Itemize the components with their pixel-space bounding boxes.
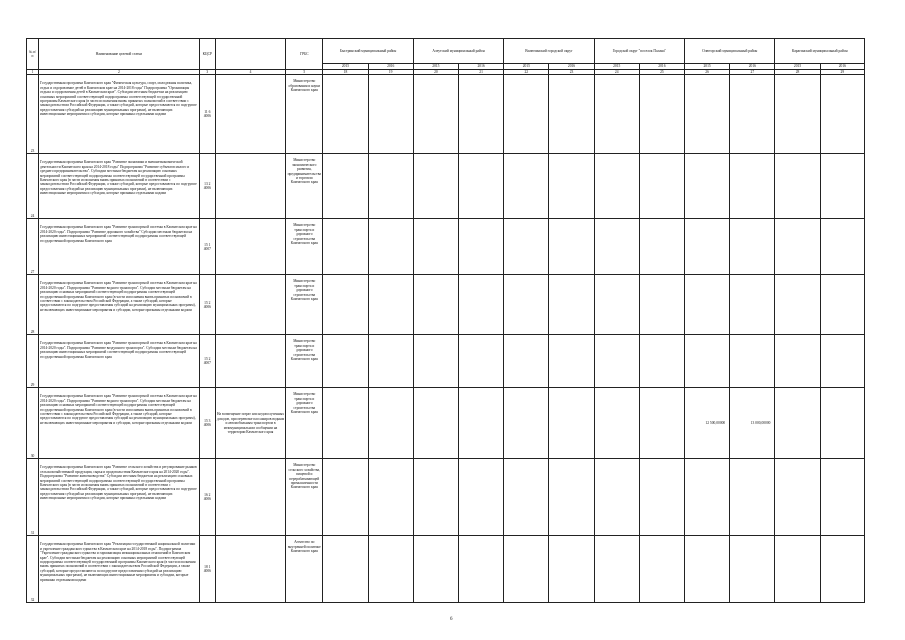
row-kcsr: 13 2 4006	[199, 154, 215, 219]
row-value	[685, 154, 730, 219]
header-kcsr: КЦСР	[199, 39, 215, 70]
row-value	[458, 459, 503, 536]
row-value	[594, 275, 639, 335]
row-value	[594, 459, 639, 536]
row-value	[820, 388, 864, 459]
header-grbs: ГРБС	[286, 39, 323, 70]
row-value	[323, 219, 368, 275]
row-value	[639, 275, 684, 335]
row-value	[775, 75, 820, 154]
row-value	[368, 275, 413, 335]
row-value	[775, 219, 820, 275]
row-note	[215, 275, 285, 335]
row-value	[730, 459, 775, 536]
row-value	[549, 459, 594, 536]
row-value	[413, 459, 458, 536]
row-value	[413, 154, 458, 219]
row-value	[368, 536, 413, 603]
header-column-number: 18	[323, 70, 368, 75]
row-value	[685, 275, 730, 335]
row-value	[639, 154, 684, 219]
header-year: 2016	[820, 64, 864, 70]
row-kcsr: 18 1 4006	[199, 536, 215, 603]
row-value	[504, 275, 549, 335]
row-note	[215, 154, 285, 219]
row-value	[685, 75, 730, 154]
header-column-number: 2	[39, 70, 200, 75]
row-number: 24	[27, 154, 39, 219]
row-value	[594, 219, 639, 275]
row-value	[458, 75, 503, 154]
row-value	[458, 219, 503, 275]
row-value	[820, 459, 864, 536]
row-value	[730, 154, 775, 219]
row-value	[685, 219, 730, 275]
row-value	[730, 275, 775, 335]
row-value	[549, 536, 594, 603]
header-column-number: 23	[549, 70, 594, 75]
row-value	[775, 275, 820, 335]
row-value	[458, 335, 503, 388]
header-column-number: 24	[594, 70, 639, 75]
row-number: 31	[27, 459, 39, 536]
table-row	[27, 388, 865, 459]
header-column-number: 26	[685, 70, 730, 75]
row-value	[413, 536, 458, 603]
row-value: 13 000,00000	[730, 388, 775, 459]
budget-table-sheet	[26, 38, 865, 603]
row-grbs: Министерство транспорта и дорожного строительства Камчатского края	[286, 388, 323, 459]
row-value	[685, 536, 730, 603]
row-value	[775, 388, 820, 459]
header-year: 2016	[730, 64, 775, 70]
header-district: Олюторский муниципальный район	[685, 39, 775, 64]
row-grbs: Министерство образования и науки Камчатского края	[286, 75, 323, 154]
header-year: 2015	[504, 64, 549, 70]
table-row	[27, 335, 865, 388]
row-value	[639, 388, 684, 459]
row-grbs: Министерство транспорта и дорожного строительства Камчатского края	[286, 275, 323, 335]
row-value	[549, 75, 594, 154]
header-year: 2015	[594, 64, 639, 70]
header-column-number: 1	[27, 70, 39, 75]
row-value	[504, 335, 549, 388]
header-column-number: 4	[215, 70, 285, 75]
row-note	[215, 219, 285, 275]
header-column-number: 25	[639, 70, 684, 75]
row-note	[215, 75, 285, 154]
header-year: 2016	[458, 64, 503, 70]
row-name: Государственная программа Камчатского края "Развитие транспортной системы в Камчатском крае на 2014-2020 годы". Подпрограмма "Развитие воздушного транспорта". Субсидии местным бюджетам на реализацию инвестиционных мероприятий соответствующей подпрограммы соответствующей государственной программы Камчатского края	[39, 335, 200, 388]
header-name: Наименование целевой статьи	[39, 39, 200, 70]
row-value	[820, 335, 864, 388]
row-value	[594, 75, 639, 154]
table-row	[27, 459, 865, 536]
header-district: Вилючинский городской округ	[504, 39, 594, 64]
header-year: 2015	[775, 64, 820, 70]
page-number: 6	[450, 617, 453, 622]
header-column-number: 21	[458, 70, 503, 75]
header-column-number: 28	[775, 70, 820, 75]
row-value	[368, 154, 413, 219]
row-value	[368, 459, 413, 536]
row-value	[594, 388, 639, 459]
row-note	[215, 459, 285, 536]
row-note	[215, 335, 285, 388]
row-value	[368, 75, 413, 154]
row-value	[504, 75, 549, 154]
row-grbs: Министерство сельского хозяйства, пищевой и перерабатывающей промышленности Камчатского края	[286, 459, 323, 536]
row-value	[594, 335, 639, 388]
row-value	[549, 335, 594, 388]
row-grbs: Агентство по внутренней политике Камчатского края	[286, 536, 323, 603]
table-row	[27, 154, 865, 219]
header-year: 2016	[368, 64, 413, 70]
header-row	[27, 39, 865, 64]
row-name: Государственная программа Камчатского края "Развитие сельского хозяйства и регулирование рынков сельскохозяйственной продукции, сырья и продовольствия Камчатского края на 2014-2020 годы". Подпрограмма "Развитие животноводства" Субсидии местным бюджетам на реализацию основных мероприятий соответствующей подпрограммы соответствующей государственной программы Камчатского края (в части исполнения вновь принятых полномочий в соответствии с законодательством Российской Федерации, а также субсидий, которые предоставляются по подгруппе предоставления субсидий на реализацию муниципальных программ), не включающих инвестиционные мероприятия и субсидии, которые признаны отдельными кодами	[39, 459, 200, 536]
row-value	[820, 154, 864, 219]
table-row	[27, 75, 865, 154]
row-value	[504, 219, 549, 275]
table-row	[27, 275, 865, 335]
row-value	[820, 536, 864, 603]
row-value	[820, 75, 864, 154]
row-name: Государственная программа Камчатского края "Развитие транспортной системы в Камчатском крае на 2014-2020 годы". Подпрограмма "Развитие водного транспорта". Субсидии местным бюджетам на реализацию основных мероприятий соответствующей подпрограммы соответствующей государственной программы Камчатского края (в части исполнения вновь принятых полномочий в соответствии с законодательством Российской Федерации, а также субсидий, которые предоставляются по подгруппе предоставления субсидий на реализацию муниципальных программ), не включающих инвестиционные мероприятия и субсидии, которые признаны отдельными кодами	[39, 275, 200, 335]
row-name: Государственная программа Камчатского края "Развитие экономики и внешнеэкономической деятельности Камчатского края на 2014-2018 годы" Подпрограмма "Развитие субъектов малого и среднего предпринимательства". Субсидии местным бюджетам на реализацию основных мероприятий соответствующей подпрограммы соответствующей государственной программы Камчатского края (в части исполнения вновь принятых полномочий в соответствии с законодательством Российской Федерации, а также субсидий, которые предоставляются по подгруппе предоставления субсидий на реализацию муниципальных программ), не включающих инвестиционные мероприятия и субсидии, которые признаны отдельными кодами	[39, 154, 200, 219]
header-column-number: 19	[368, 70, 413, 75]
row-value	[775, 536, 820, 603]
row-value	[639, 219, 684, 275]
row-grbs: Министерство транспорта и дорожного строительства Камчатского края	[286, 219, 323, 275]
row-value	[413, 388, 458, 459]
row-number: 32	[27, 536, 39, 603]
row-note: На возмещение затрат или недополученных доходов, при перевозке пассажиров водным и автомобильным транспортом в межмуниципальном сообщении на территории Камчатского края	[215, 388, 285, 459]
header-district: Быстринский муниципальный район	[323, 39, 413, 64]
header-column-number: 22	[504, 70, 549, 75]
row-value	[549, 154, 594, 219]
row-kcsr: 11 6 4006	[199, 75, 215, 154]
row-value	[368, 388, 413, 459]
row-value	[504, 388, 549, 459]
row-value	[775, 459, 820, 536]
table-row	[27, 536, 865, 603]
row-kcsr: 16 2 4006	[199, 459, 215, 536]
row-value	[368, 219, 413, 275]
header-note	[215, 39, 285, 70]
row-value	[323, 388, 368, 459]
row-value	[639, 459, 684, 536]
row-value	[413, 219, 458, 275]
row-value	[413, 75, 458, 154]
row-value	[549, 219, 594, 275]
header-year: 2015	[323, 64, 368, 70]
row-value	[458, 536, 503, 603]
row-value	[639, 536, 684, 603]
row-value	[730, 219, 775, 275]
header-column-number: 5	[286, 70, 323, 75]
row-name: Государственная программа Камчатского края "Реализация государственной национальной политики и укрепление гражданского единства в Камчатском крае на 2014-2018 годы". Подпрограмма "Укрепление гражданского единства и гармонизация межнациональных отношений в Камчатском крае". Субсидии местным бюджетам на реализацию основных мероприятий соответствующей подпрограммы соответствующей государственной программы Камчатского края (в части исполнения вновь принятых полномочий в соответствии с законодательством Российской Федерации, а также субсидий, которые предоставляются по подгруппе предоставления субсидий на реализацию муниципальных программ), не включающих инвестиционные мероприятия и субсидии, которые признаны отдельными кодами	[39, 536, 200, 603]
header-column-number: 20	[413, 70, 458, 75]
header-year: 2016	[639, 64, 684, 70]
header-column-number: 3	[199, 70, 215, 75]
header-column-number: 27	[730, 70, 775, 75]
row-value	[323, 275, 368, 335]
header-district: Городской округ "поселок Палана"	[594, 39, 684, 64]
row-value	[730, 536, 775, 603]
row-name: Государственная программа Камчатского края "Развитие транспортной системы в Камчатском крае на 2014-2020 годы". Подпрограмма "Развитие водного транспорта". Субсидии местным бюджетам на реализацию основных мероприятий соответствующей подпрограммы соответствующей государственной программы Камчатского края (в части исполнения вновь принятых полномочий в соответствии с законодательством Российской Федерации, а также субсидий, которые предоставляются по подгруппе предоставления субсидий на реализацию муниципальных программ), не включающих инвестиционные мероприятия и субсидии, которые признаны отдельными кодами	[39, 388, 200, 459]
row-kcsr: 15 3 4006	[199, 388, 215, 459]
header-district: Карагинский муниципальный район	[775, 39, 865, 64]
row-number: 28	[27, 275, 39, 335]
header-no: № п/п	[27, 39, 39, 70]
row-value: 12 500,00000	[685, 388, 730, 459]
row-value	[685, 459, 730, 536]
row-value	[504, 459, 549, 536]
row-value	[639, 75, 684, 154]
row-value	[413, 275, 458, 335]
row-number: 29	[27, 335, 39, 388]
row-value	[775, 335, 820, 388]
row-value	[594, 536, 639, 603]
row-value	[458, 275, 503, 335]
header-year: 2016	[549, 64, 594, 70]
row-value	[323, 536, 368, 603]
row-value	[549, 388, 594, 459]
row-value	[639, 335, 684, 388]
row-value	[730, 75, 775, 154]
row-value	[413, 335, 458, 388]
row-value	[775, 154, 820, 219]
row-kcsr: 15 1 4007	[199, 219, 215, 275]
row-grbs: Министерство экономического развития, предпринимательства и торговли Камчатского края	[286, 154, 323, 219]
row-value	[458, 154, 503, 219]
row-value	[549, 275, 594, 335]
row-value	[323, 335, 368, 388]
row-value	[323, 154, 368, 219]
table-row	[27, 219, 865, 275]
row-value	[458, 388, 503, 459]
row-value	[730, 335, 775, 388]
row-kcsr: 15 2 4007	[199, 335, 215, 388]
row-value	[504, 154, 549, 219]
header-year: 2015	[413, 64, 458, 70]
header-district: Алеутский муниципальный район	[413, 39, 503, 64]
row-value	[820, 219, 864, 275]
header-year: 2015	[685, 64, 730, 70]
row-value	[323, 75, 368, 154]
row-value	[820, 275, 864, 335]
row-value	[323, 459, 368, 536]
row-number: 30	[27, 388, 39, 459]
row-value	[368, 335, 413, 388]
row-number: 27	[27, 219, 39, 275]
row-value	[685, 335, 730, 388]
header-column-number: 29	[820, 70, 864, 75]
row-grbs: Министерство транспорта и дорожного строительства Камчатского края	[286, 335, 323, 388]
row-note	[215, 536, 285, 603]
row-value	[594, 154, 639, 219]
row-name: Государственная программа Камчатского края "Развитие транспортной системы в Камчатском крае на 2014-2020 годы". Подпрограмма "Развитие дорожного хозяйства" Субсидии местным бюджетам на реализацию инвестиционных мероприятий соответствующей подпрограммы соответствующей государственной программы Камчатского края	[39, 219, 200, 275]
budget-table	[26, 38, 865, 603]
row-value	[504, 536, 549, 603]
row-name: Государственная программа Камчатского края "Физическая культура, спорт, молодежная политика, отдых и оздоровление детей в Камчатском крае на 2014-2018 годы" Подпрограмма "Организация отдыха и оздоровления детей в Камчатском крае". Субсидии местным бюджетам на реализацию основных мероприятий соответствующей подпрограммы соответствующей государственной программы Камчатского края (в части исполнения вновь принятых полномочий в соответствии с законодательством Российской Федерации, а также субсидий, которые предоставляются по подгруппе предоставления субсидий на реализацию муниципальных программ), не включающих инвестиционные мероприятия и субсидии, которые признаны отдельными кодами	[39, 75, 200, 154]
row-kcsr: 15 2 4006	[199, 275, 215, 335]
row-number: 23	[27, 75, 39, 154]
